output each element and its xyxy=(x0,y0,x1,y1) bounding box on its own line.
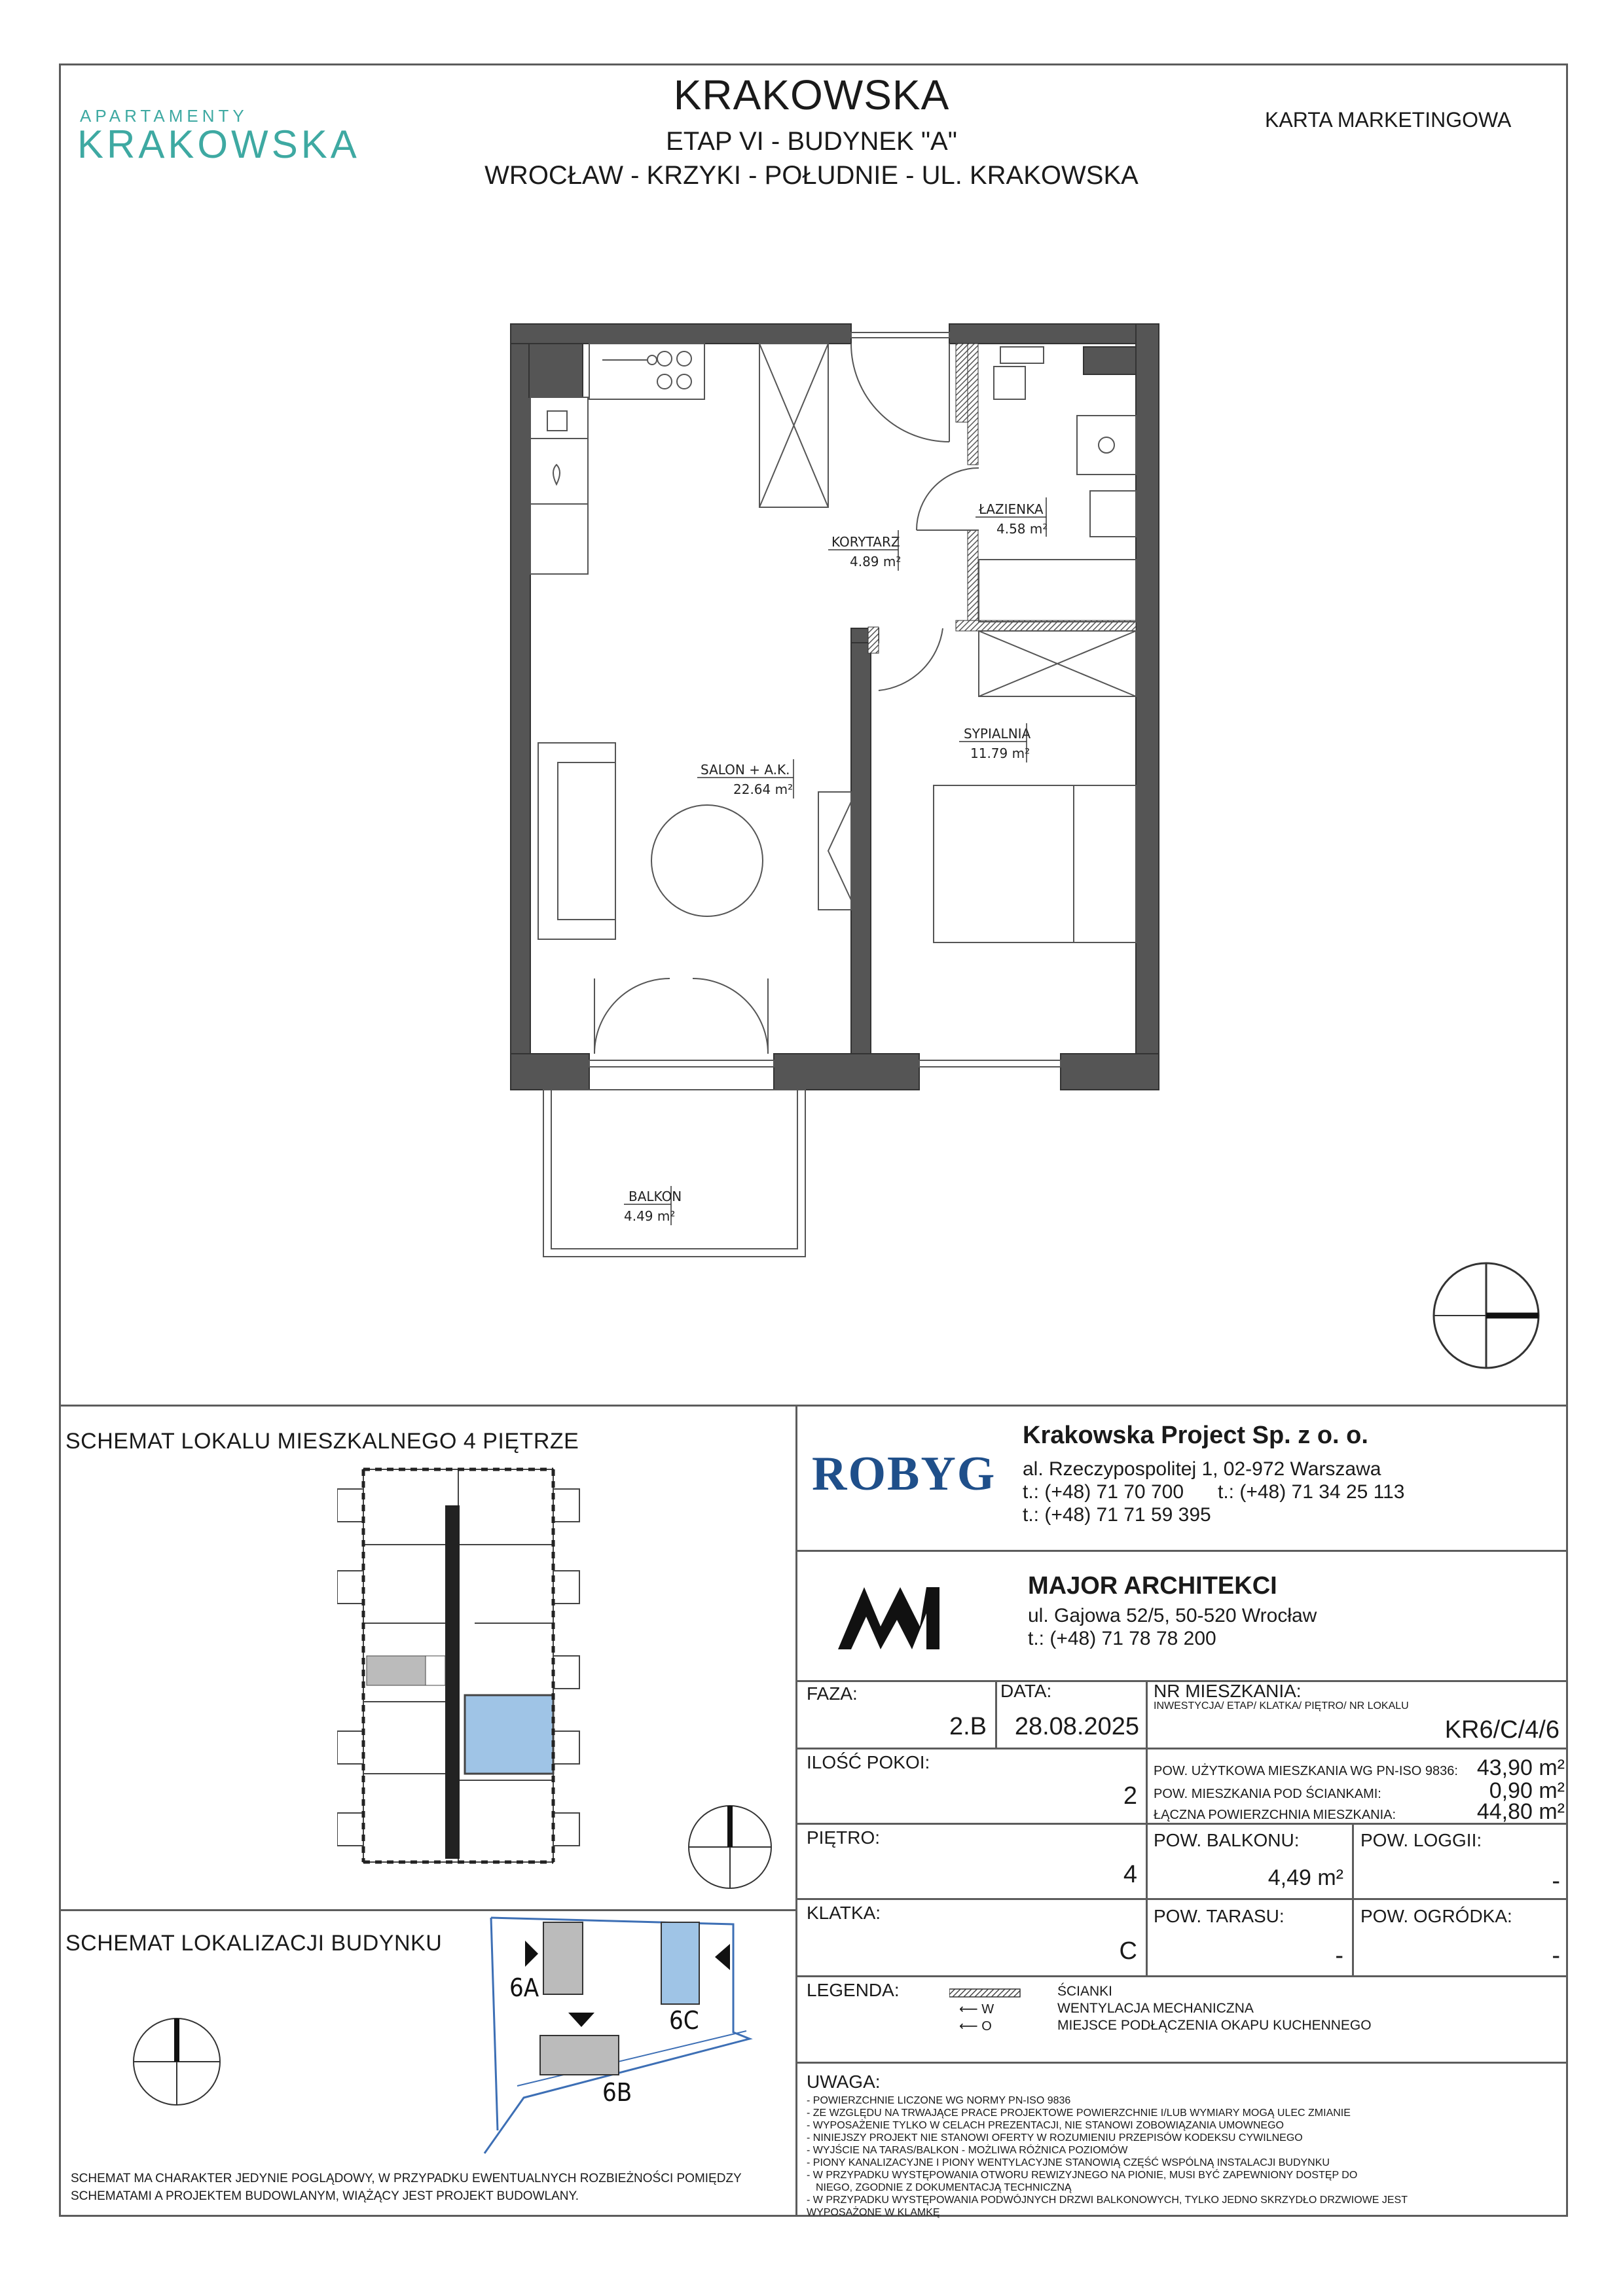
room-area-balkon: 4.49 m² xyxy=(624,1208,676,1224)
note-item: - W PRZYPADKU WYSTĘPOWANIA OTWORU REWIZYJNEGO NA PIONIE, MUSI BYĆ ZAPEWNIONY DOSTĘP DO xyxy=(807,2170,1358,2181)
legend-label: LEGENDA: xyxy=(807,1980,900,2000)
grid-line xyxy=(995,1680,997,1748)
architect-name: MAJOR ARCHITEKCI xyxy=(1028,1572,1277,1600)
loggia-label: POW. LOGGII: xyxy=(1360,1830,1482,1850)
pow-scianki-value: 0,90 m² xyxy=(1489,1778,1565,1803)
schema-compass-icon xyxy=(686,1803,775,1892)
pietro-value: 4 xyxy=(1123,1861,1137,1888)
wall-bottom-left xyxy=(511,1054,589,1090)
note-item: - WYPOSAŻENIE TYLKO W CELACH PREZENTACJI, NIE STANOWI ZOBOWIĄZANIA UMOWNEGO xyxy=(807,2120,1284,2131)
robyg-logo: ROBYG xyxy=(812,1447,996,1501)
balkon-value: 4,49 m² xyxy=(1267,1865,1343,1890)
legend-item-2: WENTYLACJA MECHANICZNA xyxy=(1057,2001,1254,2016)
major-architekci-logo-icon xyxy=(835,1581,946,1653)
grid-line xyxy=(1352,1823,1354,1975)
notes-label: UWAGA: xyxy=(807,2072,881,2092)
nr-value: KR6/C/4/6 xyxy=(1444,1716,1559,1744)
grid-line xyxy=(795,2062,1568,2064)
ogrodek-label: POW. OGRÓDKA: xyxy=(1360,1906,1512,1926)
divider-vertical xyxy=(795,1405,797,2217)
nr-label: NR MIESZKANIA: xyxy=(1154,1681,1302,1701)
taras-label: POW. TARASU: xyxy=(1154,1906,1285,1926)
building-6c xyxy=(661,1922,699,2004)
pow-laczna-value: 44,80 m² xyxy=(1476,1799,1565,1824)
legend-item-1: ŚCIANKI xyxy=(1057,1984,1113,1999)
room-area-sypialnia: 11.79 m² xyxy=(970,745,1030,761)
room-name-sypialnia: SYPIALNIA xyxy=(964,726,1031,742)
pietro-label: PIĘTRO: xyxy=(807,1827,881,1848)
room-name-salon: SALON + A.K. xyxy=(701,762,790,778)
wall-left xyxy=(511,324,530,1090)
divider-main xyxy=(59,1405,1568,1407)
note-item: - PIONY KANALIZACYJNE I PIONY WENTYLACYJNE STANOWIĄ CZĘŚĆ WSPÓLNĄ INSTALACJI BUDYNKU xyxy=(807,2157,1330,2168)
note-item: WYPOSAŻONE W KLAMKĘ xyxy=(807,2207,940,2218)
disclaimer: SCHEMAT MA CHARAKTER JEDYNIE POGLĄDOWY, W PRZYPADKU EWENTUALNYCH ROZBIEŻNOŚCI POMIĘDZY SCHEMATAMI A PROJEKTEM BUDOWLANYM, WIĄŻĄCY JEST PROJEKT BUDOWLANY. xyxy=(71,2172,742,2203)
taras-value: - xyxy=(1335,1942,1343,1969)
divider-dev xyxy=(795,1550,1568,1552)
pokoje-label: ILOŚĆ POKOI: xyxy=(807,1752,930,1772)
legend-item-3: MIEJSCE PODŁĄCZENIA OKAPU KUCHENNEGO xyxy=(1057,2018,1372,2033)
wall-partition xyxy=(851,628,871,1054)
wall-top-right xyxy=(949,324,1159,344)
legend-arrow-o-icon: ⟵ O xyxy=(959,2019,992,2034)
page-subtitle: ETAP VI - BUDYNEK "A" xyxy=(666,127,957,156)
building-6b xyxy=(540,2036,619,2075)
schema-building-title: SCHEMAT LOKALIZACJI BUDYNKU xyxy=(65,1931,443,1956)
note-item: - ZE WZGLĘDU NA TRWAJĄCE PRACE PROJEKTOWE POWIERZCHNIE I/LUB WYMIARY MOGĄ ULEC ZMIANIE xyxy=(807,2108,1351,2119)
pow-laczna-label: ŁĄCZNA POWIERZCHNIA MIESZKANIA: xyxy=(1154,1808,1396,1822)
architect-address: ul. Gajowa 52/5, 50-520 Wrocław xyxy=(1028,1605,1317,1626)
data-value: 28.08.2025 xyxy=(1014,1713,1139,1740)
north-compass-icon xyxy=(1431,1260,1542,1371)
page-title: KRAKOWSKA xyxy=(673,71,950,118)
developer-name: Krakowska Project Sp. z o. o. xyxy=(1023,1422,1368,1449)
room-area-salon: 22.64 m² xyxy=(733,781,793,797)
pokoje-value: 2 xyxy=(1123,1782,1137,1810)
grid-line xyxy=(795,1898,1568,1900)
architect-phone: t.: (+48) 71 78 78 200 xyxy=(1028,1628,1216,1649)
page-address: WROCŁAW - KRZYKI - POŁUDNIE - UL. KRAKOWSKA xyxy=(484,161,1139,190)
notes-list xyxy=(807,2094,1559,2219)
wall-bottom-right xyxy=(1061,1054,1159,1090)
faza-value: 2.B xyxy=(949,1713,987,1740)
wall-bottom-mid xyxy=(774,1054,919,1090)
pow-uzytkowa-label: POW. UŻYTKOWA MIESZKANIA WG PN-ISO 9836: xyxy=(1154,1764,1458,1778)
pow-uzytkowa-value: 43,90 m² xyxy=(1476,1755,1565,1780)
note-item: NIEGO, ZGODNIE Z DOKUMENTACJĄ TECHNICZNĄ xyxy=(816,2182,1072,2193)
developer-phone1: t.: (+48) 71 70 700 xyxy=(1023,1481,1184,1503)
schema-floor-title: SCHEMAT LOKALU MIESZKALNEGO 4 PIĘTRZE xyxy=(65,1429,579,1454)
room-name-balkon: BALKON xyxy=(629,1189,682,1204)
room-area-lazienka: 4.58 m² xyxy=(996,521,1048,537)
note-item: - POWIERZCHNIE LICZONE WG NORMY PN-ISO 9836 xyxy=(807,2095,1071,2106)
label-6b: 6B xyxy=(602,2078,632,2107)
legend-symbol-o: O xyxy=(981,2019,992,2034)
building-6a xyxy=(543,1922,583,1994)
shaft-left xyxy=(529,344,583,397)
developer-phone2: t.: (+48) 71 34 25 113 xyxy=(1218,1481,1405,1503)
note-item: - NINIEJSZY PROJEKT NIE STANOWI OFERTY W ROZUMIENIU PRZEPISÓW KODEKSU CYWILNEGO xyxy=(807,2132,1303,2144)
floor-schema xyxy=(337,1466,599,1872)
klatka-label: KLATKA: xyxy=(807,1903,881,1923)
divider-left-mid xyxy=(59,1909,797,1911)
klatka-value: C xyxy=(1119,1937,1137,1965)
highlighted-apartment xyxy=(465,1695,553,1774)
developer-phone3: t.: (+48) 71 71 59 395 xyxy=(1023,1504,1211,1526)
ogrodek-value: - xyxy=(1552,1942,1560,1969)
building-compass-icon xyxy=(131,2016,223,2108)
legend-arrow-w-icon: ⟵ W xyxy=(959,2002,994,2017)
loggia-value: - xyxy=(1552,1867,1560,1895)
grid-line xyxy=(795,1748,1568,1749)
room-area-korytarz: 4.89 m² xyxy=(850,554,902,569)
room-name-lazienka: ŁAZIENKA xyxy=(979,501,1044,517)
building-schema xyxy=(471,1914,773,2157)
room-name-korytarz: KORYTARZ xyxy=(831,534,900,550)
pow-scianki-label: POW. MIESZKANIA POD ŚCIANKAMI: xyxy=(1154,1787,1381,1801)
wall-right xyxy=(1136,324,1159,1090)
legend-wall-icon xyxy=(949,1988,1021,1998)
developer-address: al. Rzeczypospolitej 1, 02-972 Warszawa xyxy=(1023,1458,1381,1480)
shaft-right xyxy=(1084,347,1136,374)
legend-symbol-w: W xyxy=(981,2002,994,2017)
nr-sublabel: INWESTYCJA/ ETAP/ KLATKA/ PIĘTRO/ NR LOKALU xyxy=(1154,1700,1409,1712)
floor-plan xyxy=(498,314,1165,1270)
grid-line xyxy=(1146,1680,1148,1975)
faza-label: FAZA: xyxy=(807,1683,858,1704)
data-label: DATA: xyxy=(1000,1681,1052,1701)
note-item: - WYJŚCIE NA TARAS/BALKON - MOŻLIWA RÓŻNICA POZIOMÓW xyxy=(807,2145,1128,2156)
logo-top: APARTAMENTY xyxy=(80,106,248,126)
doc-type: KARTA MARKETINGOWA xyxy=(1265,108,1512,132)
wall-top-left xyxy=(511,324,851,344)
logo-main: KRAKOWSKA xyxy=(77,122,360,166)
balkon-label: POW. BALKONU: xyxy=(1154,1830,1300,1850)
label-6a: 6A xyxy=(509,1973,539,2002)
label-6c: 6C xyxy=(669,2006,699,2035)
note-item: - W PRZYPADKU WYSTĘPOWANIA PODWÓJNYCH DRZWI BALKONOWYCH, TYLKO JEDNO SKRZYDŁO DRZWIOWE JEST xyxy=(807,2195,1408,2206)
grid-line xyxy=(795,1975,1568,1977)
